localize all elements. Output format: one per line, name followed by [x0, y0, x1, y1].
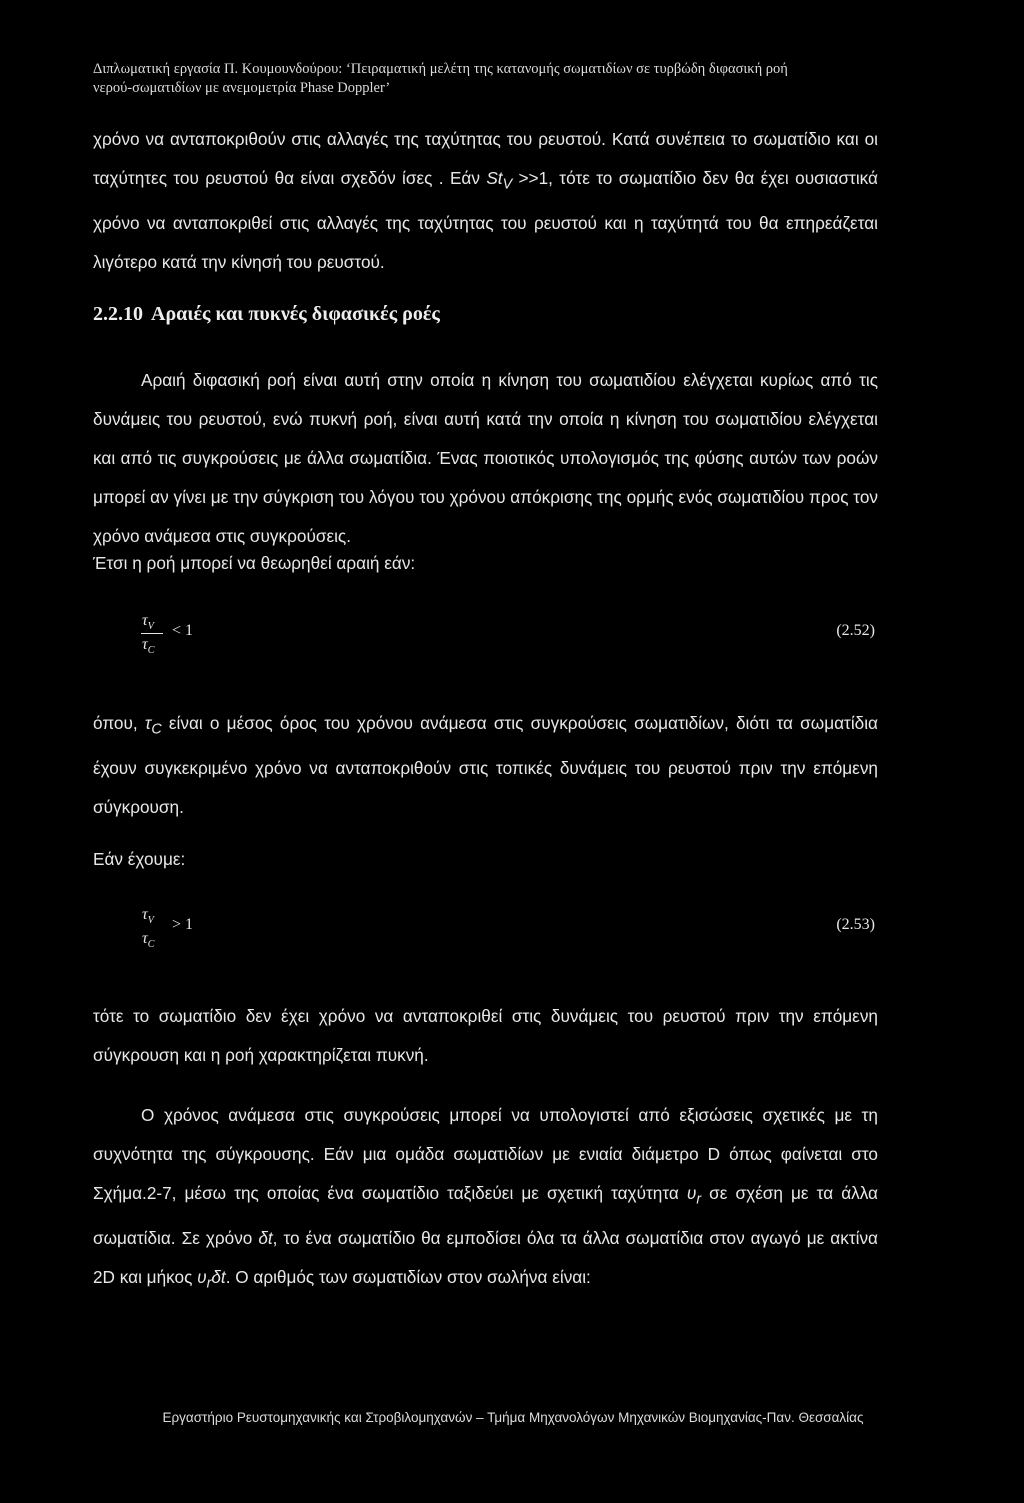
paragraph-dilute-dense: Αραιή διφασική ροή είναι αυτή στην οποία η κίνηση του σωματιδίου ελέγχεται κυρίως από τις δυνάμεις του ρευστού, ενώ πυκνή ροή, είναι αυτή κατά την οποία η κίνηση του σωματιδίου ελέγχεται και από τις συγκρούσεις με άλλα σωματίδια. Ένας ποιοτικός υπολογισμός της φύσης αυτών των ροών μπορεί αν γίνει με την σύγκριση του λόγου του χρόνου απόκρισης της ορμής ενός σωματιδίου προς τον χρόνο ανάμεσα στις συγκρούσεις. — [93, 370, 878, 546]
intro-paragraph — [93, 120, 878, 282]
header-line-2: νερού-σωματιδίων με ανεμομετρία Phase Doppler’ — [93, 80, 391, 96]
equation-relation: < 1 — [172, 622, 194, 639]
intro-text-3: >>1, τότε το σωματίδιο δεν θα έχει ουσιαστικά χρόνο να ανταποκριθεί στις αλλαγές της ταχύτητας του ρευστού και η ταχύτητά του θα επηρεάζεται λιγότερο κατά την κίνησή του ρευστού. — [93, 168, 878, 273]
page-footer: Εργαστήριο Ρευστομηχανικής και Στροβιλομηχανών – Τμήμα Μηχανολόγων Μηχανικών Βιομηχανίας-Παν. Θεσσαλίας — [162, 1410, 864, 1425]
length-symbol: $\upsilon_r\delta t$ — [197, 1267, 226, 1292]
section-heading — [93, 303, 440, 326]
paragraph-where: όπου, $\tau_C$ είναι ο μέσος όρος του χρόνου ανάμεσα στις συγκρούσεις σωματιδίων, διότι τα σωματίδια έχουν συγκεκριμένο χρόνο να ανταποκριθούν στις τοπικές δυνάμεις του ρευστού πριν την επόμενη σύγκρουση. — [93, 713, 878, 818]
intro-text-2: Κατά συνέπεια το σωματίδιο και οι ταχύτητες του ρευστού θα είναι σχεδόν ίσες . Εάν — [93, 129, 879, 188]
paragraph-collision-time: Ο χρόνος ανάμεσα στις συγκρούσεις μπορεί να υπολογιστεί από εξισώσεις σχετικές με τη συχνότητα της σύγκρουσης. Εάν μια ομάδα σωματιδίων με ενιαία διάμετρο D όπως φαίνεται στο Σχήμα.2-7, μέσω της οποίας ένα σωματίδιο ταξιδεύει με σχετική ταχύτητα $\upsilon_r$ σε σχέση με τα άλλα σωματίδια. Σε χρόνο δt, το ένα σωματίδιο θα εμποδίσει όλα τα άλλα σωματίδια στον αγωγό με ακτίνα 2D και μήκος $\upsilon_r\delta t$. Ο αριθμός των σωματιδίων στον σωλήνα είναι: — [93, 1105, 878, 1292]
equation-relation: > 1 — [172, 916, 194, 933]
if-we-have: Εάν έχουμε: — [93, 849, 186, 869]
relative-velocity-symbol: $\upsilon_r$ — [686, 1183, 702, 1208]
section-title: Αραιές και πυκνές διφασικές ροές — [151, 303, 440, 325]
tau-c-symbol: $\tau_C$ — [144, 713, 162, 738]
delta-t-symbol: δt — [258, 1228, 273, 1249]
stokes-symbol: $St_V$ — [486, 168, 513, 193]
header-line-1: Διπλωματική εργασία Π. Κουμουνδούρου: ‘Πειραματική μελέτη της κατανομής σωματιδίων σε τυρβώδη διφασική ροή — [93, 61, 788, 77]
intro-text-1: χρόνο να ανταποκριθούν στις αλλαγές της ταχύτητας του ρευστού. — [93, 129, 606, 149]
paragraph-dense: τότε το σωματίδιο δεν έχει χρόνο να ανταποκριθεί στις δυνάμεις του ρευστού πριν την επόμενη σύγκρουση και η ροή χαρακτηρίζεται πυκνή. — [93, 1006, 878, 1065]
equation-label: (2.52) — [836, 622, 875, 639]
equation-2-52: $\tau_V$ $\tau_C$ < 1 (2.52) — [142, 612, 875, 657]
equation-label: (2.53) — [836, 916, 875, 933]
equation-2-53: $\tau_V$ $\tau_C$ > 1 (2.53) — [142, 906, 875, 951]
section-number: 2.2.10 — [93, 303, 143, 325]
paragraph-dilute-condition: Έτσι η ροή μπορεί να θεωρηθεί αραιή εάν: — [93, 553, 416, 573]
page-header — [93, 60, 933, 98]
